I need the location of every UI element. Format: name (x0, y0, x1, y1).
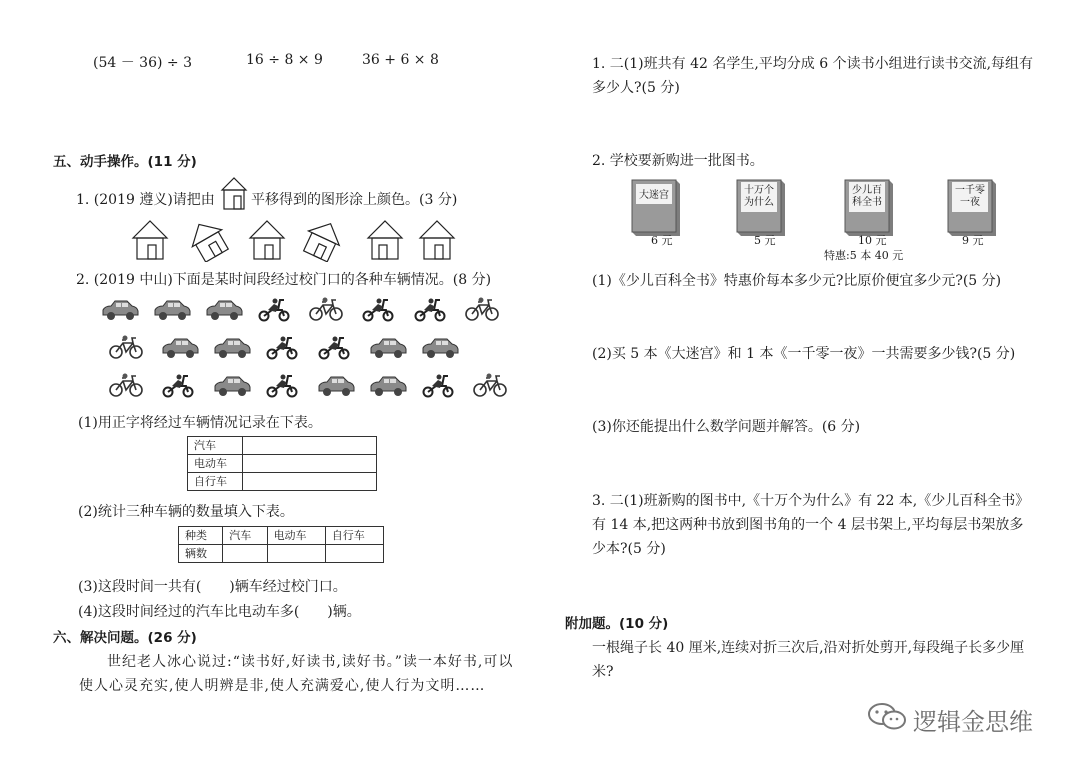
bike-icon (308, 296, 344, 322)
tally-label-bike: 自行车 (188, 473, 243, 491)
count-header-kind: 种类 (179, 527, 223, 545)
section-6-title: 六、解决问题。(26 分) (53, 630, 197, 646)
count-header-bike: 自行车 (325, 527, 383, 545)
right-q1: 1. 二(1)班共有 42 名学生,平均分成 6 个读书小组进行读书交流,每组有多少人?(5 分) (592, 56, 1034, 96)
book-4 (944, 178, 1000, 238)
tally-label-ebike: 电动车 (188, 455, 243, 473)
book-1 (628, 178, 684, 238)
sub-question-2: (2)统计三种车辆的数量填入下表。 (78, 504, 294, 520)
section-6-intro: 世纪老人冰心说过:“读书好,好读书,读好书。”读一本好书,可以使人心灵充实,使人明辨是非,使人充满爱心,使人行为文明…… (79, 654, 514, 694)
calc-1: (54 － 36) ÷ 3 (93, 55, 192, 71)
book-1-price: 6 元 (651, 234, 673, 247)
scooter-icon (256, 296, 292, 322)
wechat-icon (866, 700, 908, 732)
book-2 (733, 178, 789, 238)
right-q2-1: (1)《少儿百科全书》特惠价每本多少元?比原价便宜多少元?(5 分) (592, 273, 1002, 289)
count-header-ebike: 电动车 (267, 527, 325, 545)
watermark-text: 逻辑金思维 (913, 708, 1033, 736)
book-1-title: 大迷宫 (639, 190, 669, 201)
bike-icon (108, 334, 144, 360)
count-header-car: 汽车 (223, 527, 267, 545)
tally-table (187, 436, 377, 491)
tally-cell-bike[interactable] (243, 473, 377, 491)
bike-icon (464, 296, 500, 322)
car-icon (152, 296, 188, 322)
scooter-icon (264, 372, 300, 398)
car-icon (420, 334, 456, 360)
q2-text: 2. (2019 中山)下面是某时间段经过校门口的各种车辆情况。(8 分) (76, 272, 492, 288)
bike-icon (108, 372, 144, 398)
book-3-title: 少儿百科全书 (852, 185, 882, 208)
q1-text-after: 平移得到的图形涂上颜色。(3 分) (251, 192, 458, 208)
book-2-title: 十万个为什么 (744, 185, 774, 208)
right-q2-2: (2)买 5 本《大迷宫》和 1 本《一千零一夜》一共需要多少钱?(5 分) (592, 346, 1016, 362)
car-icon (100, 296, 136, 322)
book-4-title: 一千零一夜 (955, 185, 985, 208)
book-3 (841, 178, 897, 238)
right-q3: 3. 二(1)班新购的图书中,《十万个为什么》有 22 本,《少儿百科全书》有 14 本,把这两种书放到图书角的一个 4 层书架上,平均每层书架放多少本?(5 分) (592, 493, 1030, 557)
car-icon (204, 296, 240, 322)
right-q2: 2. 学校要新购进一批图书。 (592, 153, 764, 169)
house-4-icon[interactable] (300, 218, 346, 262)
count-row-label: 辆数 (179, 545, 223, 563)
car-icon (368, 334, 404, 360)
house-6-icon[interactable] (418, 218, 456, 260)
house-5-icon[interactable] (366, 218, 404, 260)
house-3-icon[interactable] (248, 218, 286, 260)
bonus-title: 附加题。(10 分) (565, 616, 669, 632)
count-table (178, 526, 384, 563)
book-2-price: 5 元 (754, 234, 776, 247)
scooter-icon (264, 334, 300, 360)
book-1-icon (628, 178, 684, 238)
tally-label-car: 汽车 (188, 437, 243, 455)
scooter-icon (316, 334, 352, 360)
bike-icon (472, 372, 508, 398)
car-icon (212, 334, 248, 360)
scooter-icon (420, 372, 456, 398)
count-cell-bike[interactable] (325, 545, 383, 563)
sub-question-4: (4)这段时间经过的汽车比电动车多( )辆。 (78, 604, 361, 620)
house-reference-icon (220, 176, 248, 210)
car-icon (368, 372, 404, 398)
house-2-icon[interactable] (185, 218, 231, 262)
calc-3: 36 + 6 × 8 (362, 52, 439, 68)
section-5-title: 五、动手操作。(11 分) (53, 154, 197, 170)
tally-cell-ebike[interactable] (243, 455, 377, 473)
car-icon (316, 372, 352, 398)
count-cell-car[interactable] (223, 545, 267, 563)
calc-2: 16 ÷ 8 × 9 (246, 52, 323, 68)
scooter-icon (160, 372, 196, 398)
car-icon (160, 334, 196, 360)
book-4-price: 9 元 (962, 234, 984, 247)
tally-cell-car[interactable] (243, 437, 377, 455)
scooter-icon (360, 296, 396, 322)
scooter-icon (412, 296, 448, 322)
bonus-question: 一根绳子长 40 厘米,连续对折三次后,沿对折处剪开,每段绳子长多少厘米? (592, 640, 1025, 680)
car-icon (212, 372, 248, 398)
count-cell-ebike[interactable] (267, 545, 325, 563)
sub-question-3: (3)这段时间一共有( )辆车经过校门口。 (78, 579, 347, 595)
right-q2-3: (3)你还能提出什么数学问题并解答。(6 分) (592, 419, 861, 435)
book-3-special: 特惠:5 本 40 元 (824, 249, 904, 262)
house-1-icon[interactable] (131, 218, 169, 260)
book-3-price: 10 元 (858, 234, 887, 247)
q1-text-before: 1. (2019 遵义)请把由 (76, 192, 215, 208)
sub-question-1: (1)用正字将经过车辆情况记录在下表。 (78, 415, 322, 431)
